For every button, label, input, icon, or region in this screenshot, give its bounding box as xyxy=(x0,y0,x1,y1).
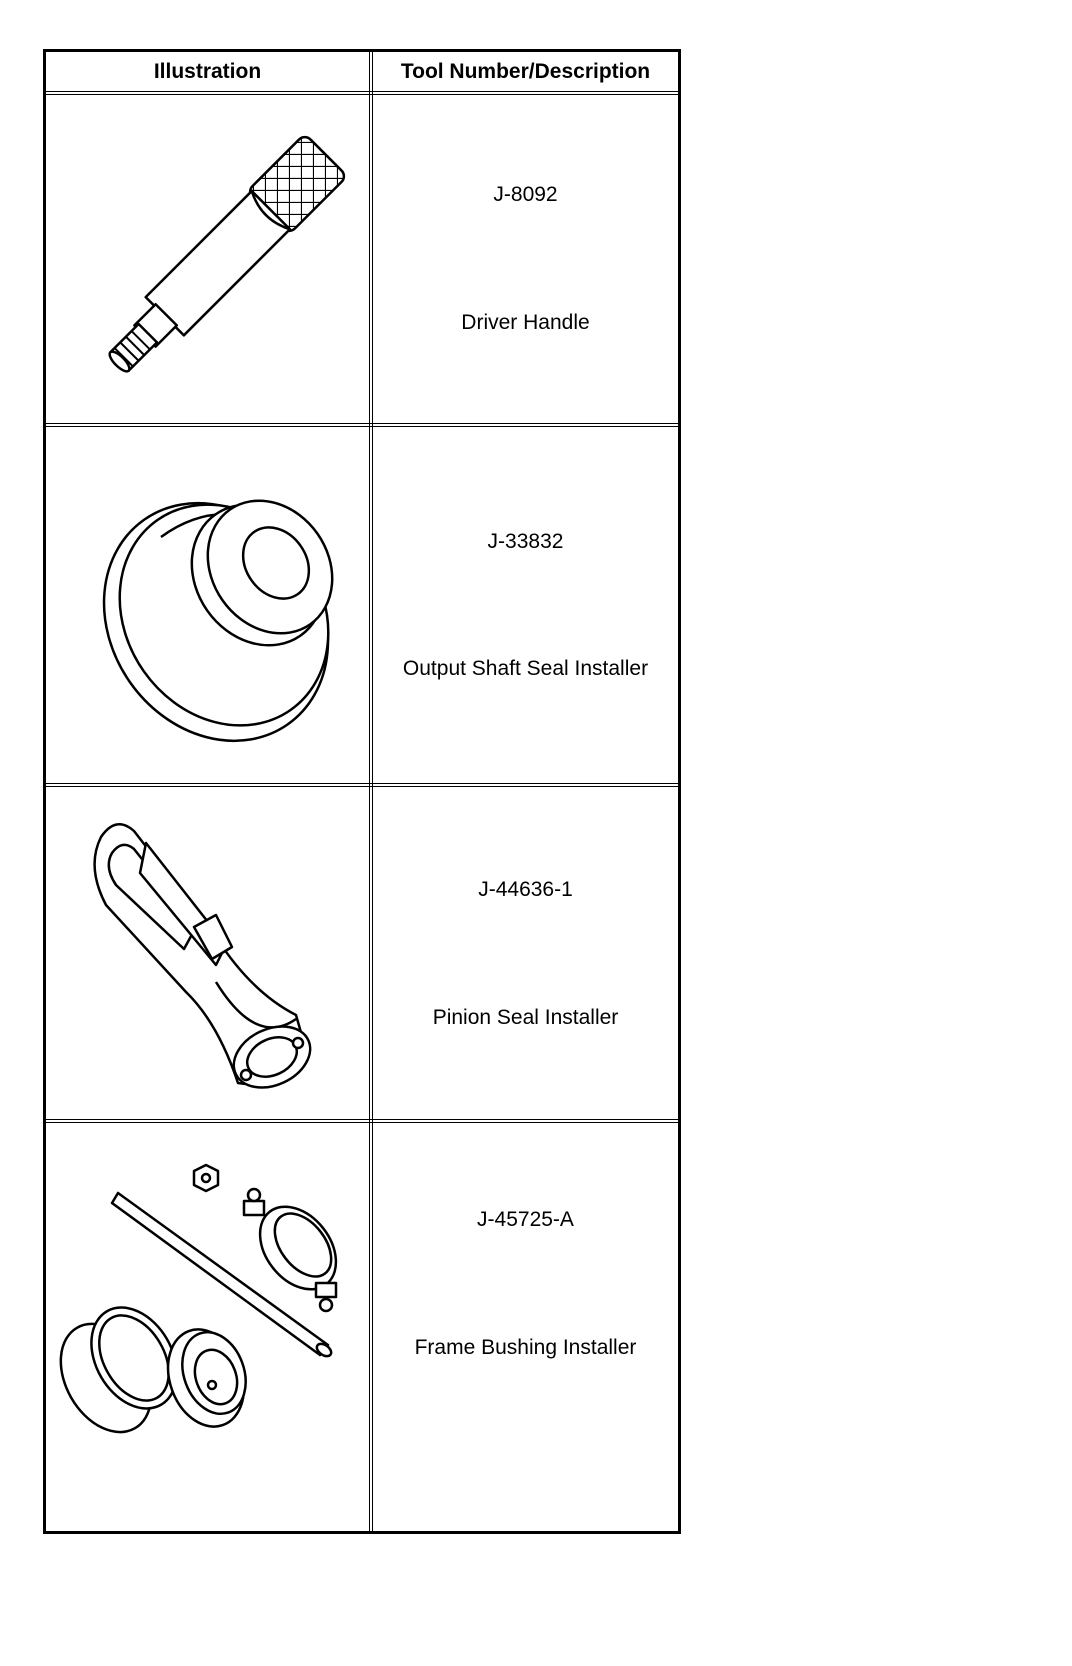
output-shaft-seal-installer-illustration xyxy=(46,427,369,783)
table-row xyxy=(46,1123,678,1531)
illustration-cell xyxy=(46,1123,369,1531)
table-row xyxy=(46,427,678,783)
tool-description: Driver Handle xyxy=(461,311,590,334)
tool-number: J-8092 xyxy=(493,183,558,206)
description-cell xyxy=(373,427,678,783)
description-cell xyxy=(373,787,678,1119)
table-row xyxy=(46,95,678,423)
description-cell xyxy=(373,95,678,423)
table-header-row xyxy=(46,52,678,94)
tool-number: J-33832 xyxy=(487,530,564,553)
tool-number: J-44636-1 xyxy=(478,878,573,901)
tool-description-column-header: Tool Number/Description xyxy=(400,59,651,83)
illustration-cell xyxy=(46,787,369,1119)
description-cell xyxy=(373,1123,678,1531)
driver-handle-illustration xyxy=(46,95,369,423)
pinion-seal-installer-illustration xyxy=(46,787,369,1119)
tool-table xyxy=(43,49,681,1534)
tool-description: Frame Bushing Installer xyxy=(414,1336,637,1359)
frame-bushing-installer-illustration xyxy=(46,1123,369,1531)
illustration-column-header: Illustration xyxy=(153,59,262,83)
tool-description: Pinion Seal Installer xyxy=(432,1006,619,1029)
illustration-cell xyxy=(46,427,369,783)
tool-description: Output Shaft Seal Installer xyxy=(402,657,649,680)
tool-number: J-45725-A xyxy=(477,1208,574,1231)
table-row xyxy=(46,787,678,1119)
illustration-cell xyxy=(46,95,369,423)
